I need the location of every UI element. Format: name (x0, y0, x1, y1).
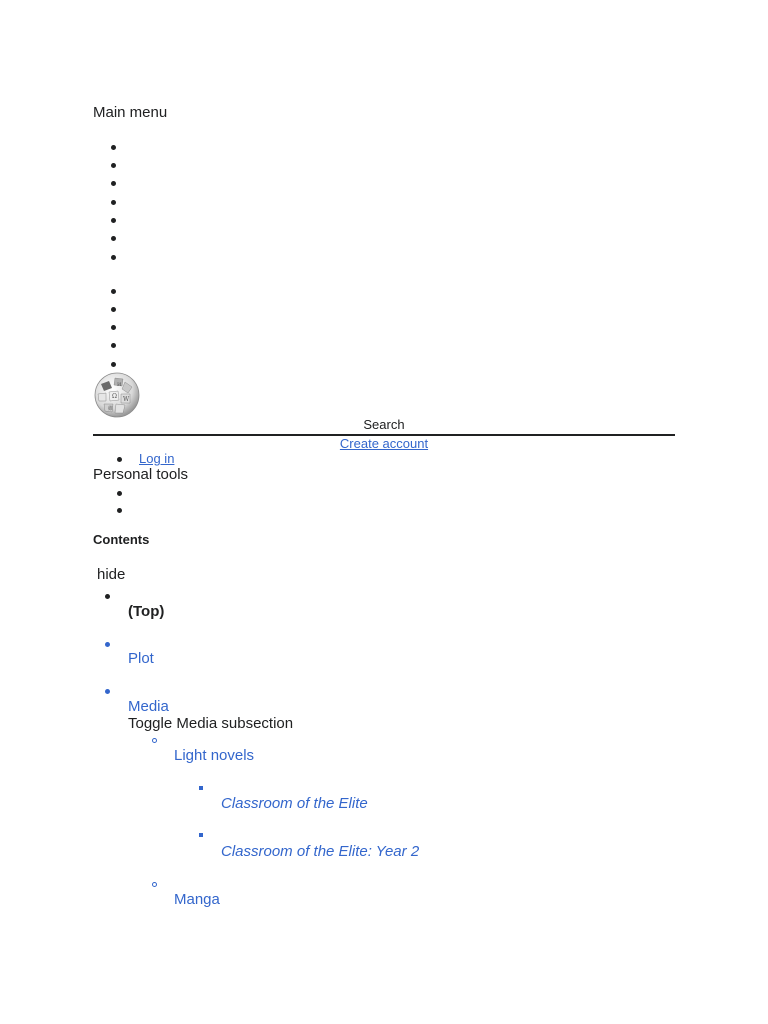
main-menu-bullet (111, 145, 116, 150)
menu-bullet (111, 362, 116, 367)
main-menu-bullet (111, 218, 116, 223)
main-menu-bullet (111, 236, 116, 241)
toc-bullet (105, 642, 110, 647)
menu-bullet (111, 289, 116, 294)
login-wrap (139, 451, 174, 467)
toc-item-media[interactable]: Media (128, 698, 169, 715)
toc-item-top[interactable]: (Top) (128, 603, 165, 620)
personal-tools-bullet (117, 491, 122, 496)
main-menu-bullet (111, 200, 116, 205)
toc-item-manga[interactable]: Manga (174, 891, 220, 908)
main-menu-bullet (111, 181, 116, 186)
wikipedia-globe-icon[interactable] (92, 372, 142, 418)
toc-hide-button[interactable]: hide (97, 566, 126, 583)
personal-tools-title[interactable]: Personal tools (93, 466, 189, 483)
create-account-link[interactable]: Create account (339, 436, 429, 451)
svg-text:Ω: Ω (112, 393, 117, 400)
svg-text:И: И (117, 382, 122, 388)
search-label[interactable]: Search (363, 417, 405, 432)
toc-item-plot[interactable]: Plot (128, 650, 154, 667)
main-menu-title[interactable]: Main menu (93, 104, 168, 121)
personal-tools-bullet (117, 508, 122, 513)
toc-subsub-bullet (199, 786, 203, 790)
svg-text:W: W (123, 396, 130, 403)
menu-bullet (111, 307, 116, 312)
login-bullet (117, 457, 122, 462)
svg-text:維: 維 (108, 406, 114, 412)
main-menu-bullet (111, 255, 116, 260)
toc-sub-bullet (152, 882, 157, 887)
log-in-link[interactable]: Log in (139, 451, 175, 466)
create-account-wrap (0, 436, 768, 452)
menu-bullet (111, 325, 116, 330)
toc-subsub-bullet (199, 833, 203, 837)
toc-bullet (105, 689, 110, 694)
toc-item-classroom-year-2[interactable]: Classroom of the Elite: Year 2 (221, 843, 420, 860)
main-menu-bullet (111, 163, 116, 168)
toc-title: Contents (93, 532, 150, 547)
toc-item-classroom-of-the-elite[interactable]: Classroom of the Elite (221, 795, 368, 812)
toc-bullet (105, 594, 110, 599)
toc-sub-bullet (152, 738, 157, 743)
menu-bullet (111, 343, 116, 348)
toc-item-light-novels[interactable]: Light novels (174, 747, 255, 764)
toggle-media-subsection[interactable]: Toggle Media subsection (128, 715, 294, 732)
